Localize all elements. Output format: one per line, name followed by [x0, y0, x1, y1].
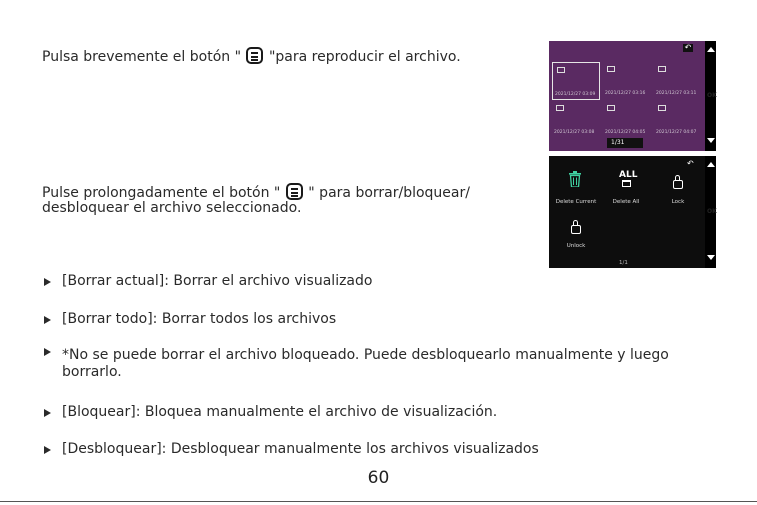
- triangle-bullet-icon: [44, 409, 51, 417]
- page-indicator: 1/1: [619, 260, 628, 266]
- thumb-timestamp: 2021/12/27 03:16: [605, 91, 646, 96]
- back-arrow-icon[interactable]: ↶: [687, 159, 694, 168]
- option-unlock[interactable]: Unlock: [566, 243, 586, 249]
- instruction-short-press: [42, 47, 461, 66]
- film-icon: [557, 67, 565, 73]
- delete-all-icon: ALL: [619, 170, 638, 180]
- bullet-text: *No se puede borrar el archivo bloqueado. Puede desbloquearlo manualmente y luego borrarlo.: [62, 347, 669, 380]
- triangle-bullet-icon: [44, 278, 51, 286]
- instruction-text: Pulse prolongadamente el botón ": [42, 185, 281, 201]
- video-thumbnail[interactable]: [603, 101, 649, 137]
- video-thumbnail[interactable]: [654, 101, 700, 137]
- triangle-bullet-icon: [44, 316, 51, 324]
- instruction-text: " para borrar/bloquear/: [308, 185, 470, 201]
- delete-lock-screen: [549, 156, 705, 268]
- ok-label: OK: [707, 92, 717, 99]
- bullet-text: [Borrar todo]: Borrar todos los archivos: [62, 311, 337, 327]
- file-counter: 1/31: [607, 138, 643, 148]
- film-icon: [607, 66, 615, 72]
- film-icon: [607, 105, 615, 111]
- playback-screen: [549, 41, 705, 151]
- down-arrow-icon[interactable]: [707, 255, 715, 260]
- option-delete-current[interactable]: Delete Current: [555, 199, 597, 205]
- page-number: 60: [367, 468, 390, 488]
- trash-small-icon: [622, 180, 631, 187]
- film-icon: [658, 105, 666, 111]
- video-thumbnail[interactable]: [552, 101, 598, 137]
- instruction-long-press-line2: desbloquear el archivo seleccionado.: [42, 200, 302, 216]
- thumb-timestamp: 2021/12/27 04:07: [656, 130, 697, 135]
- thumb-timestamp: 2021/12/27 03:09: [555, 92, 596, 97]
- film-icon: [658, 66, 666, 72]
- down-arrow-icon[interactable]: [707, 138, 715, 143]
- thumb-timestamp: 2021/12/27 03:08: [554, 130, 595, 135]
- unlock-icon: [571, 225, 581, 234]
- video-thumbnail[interactable]: [603, 62, 649, 98]
- triangle-bullet-icon: [44, 446, 51, 454]
- instruction-text: "para reproducir el archivo.: [268, 49, 461, 65]
- trash-icon: [569, 171, 581, 187]
- video-thumbnail[interactable]: [552, 62, 600, 100]
- menu-button-icon: [286, 183, 303, 200]
- video-thumbnail[interactable]: [654, 62, 700, 98]
- footer-rule: [0, 501, 757, 502]
- ok-label: OK: [707, 208, 717, 215]
- back-arrow-icon[interactable]: ↶: [684, 43, 692, 52]
- menu-button-icon: [246, 47, 263, 64]
- lock-icon: [673, 180, 683, 189]
- option-delete-all[interactable]: Delete All: [612, 199, 640, 205]
- up-arrow-icon[interactable]: [707, 47, 715, 52]
- up-arrow-icon[interactable]: [707, 162, 715, 167]
- option-lock[interactable]: Lock: [671, 199, 685, 205]
- film-icon: [556, 105, 564, 111]
- bullet-text: [Borrar actual]: Borrar el archivo visualizado: [62, 273, 373, 289]
- thumb-timestamp: 2021/12/27 03:11: [656, 91, 697, 96]
- bullet-text: [Desbloquear]: Desbloquear manualmente los archivos visualizados: [62, 441, 539, 457]
- bullet-text: [Bloquear]: Bloquea manualmente el archivo de visualización.: [62, 404, 498, 420]
- triangle-bullet-icon: [44, 348, 51, 356]
- thumb-timestamp: 2021/12/27 04:05: [605, 130, 646, 135]
- instruction-text: Pulsa brevemente el botón ": [42, 49, 242, 65]
